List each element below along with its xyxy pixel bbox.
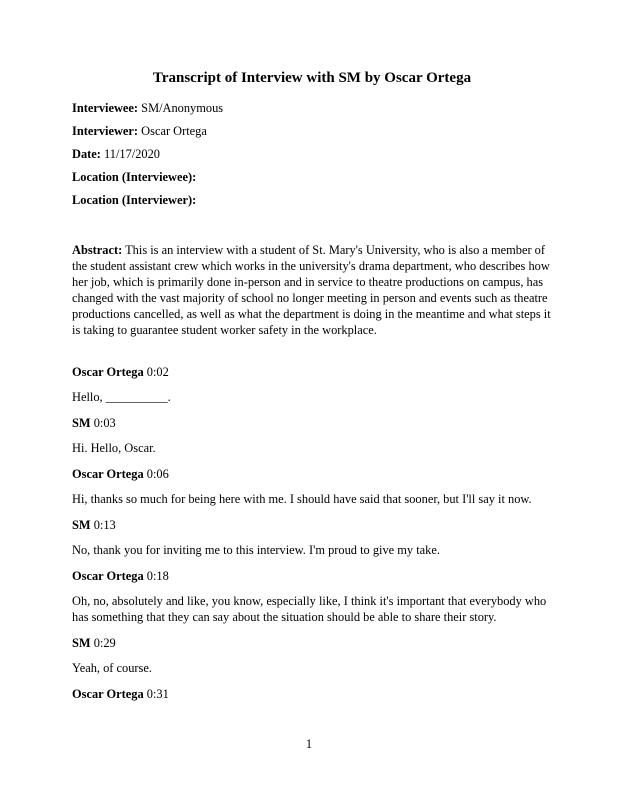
speaker-line <box>72 568 552 584</box>
metadata-line-location-interviewee <box>72 169 552 185</box>
abstract-label: Abstract: <box>72 243 123 257</box>
timestamp: 0:03 <box>93 416 116 430</box>
abstract-text: This is an interview with a student of St. Mary's University, who is also a member of the student assistant crew which works in the university's drama department, who describes how her job, which is primarily done in-person and in service to theatre productions on campus, has changed with the vast majority of school no longer meeting in person and events such as theatre productions cancelled, as well as what the department is doing in the meantime and what steps it is taking to guarantee student worker safety in the workplace. <box>72 243 551 337</box>
speaker-name: SM <box>72 636 91 650</box>
speaker-line <box>72 466 552 482</box>
metadata-value: 11/17/2020 <box>104 147 161 161</box>
speaker-line <box>72 686 552 702</box>
timestamp: 0:18 <box>146 569 169 583</box>
transcript-entry <box>72 635 552 676</box>
page-number: 1 <box>305 737 313 751</box>
metadata-label: Interviewee: <box>72 101 139 115</box>
metadata-line-date <box>72 146 552 162</box>
page-title: Transcript of Interview with SM by Oscar Ortega <box>152 70 472 86</box>
speaker-name: Oscar Ortega <box>72 467 144 481</box>
speech-text: Hi. Hello, Oscar. <box>72 441 156 455</box>
metadata-value: SM/Anonymous <box>141 101 224 115</box>
speaker-name: SM <box>72 518 91 532</box>
speaker-line <box>72 415 552 431</box>
speaker-line <box>72 635 552 651</box>
metadata-label: Location (Interviewee): <box>72 170 197 184</box>
speaker-name: SM <box>72 416 91 430</box>
timestamp: 0:06 <box>146 467 169 481</box>
timestamp: 0:31 <box>146 687 169 701</box>
metadata-line-interviewer <box>72 123 552 139</box>
metadata-label: Location (Interviewer): <box>72 193 197 207</box>
speech-text: No, thank you for inviting me to this interview. I'm proud to give my take. <box>72 543 440 557</box>
metadata-value: Oscar Ortega <box>141 124 207 138</box>
metadata-section <box>72 100 552 208</box>
transcript-entry <box>72 466 552 507</box>
speech-text: Yeah, of course. <box>72 661 152 675</box>
speech-text: Hi, thanks so much for being here with me. I should have said that sooner, but I'll say it now. <box>72 492 532 506</box>
timestamp: 0:02 <box>146 365 169 379</box>
speech-text: Hello, __________. <box>72 390 171 404</box>
speaker-name: Oscar Ortega <box>72 687 144 701</box>
transcript-entry <box>72 568 552 625</box>
metadata-line-interviewee <box>72 100 552 116</box>
transcript-entry <box>72 415 552 456</box>
metadata-label: Date: <box>72 147 101 161</box>
abstract <box>72 242 552 338</box>
timestamp: 0:29 <box>93 636 116 650</box>
speech-text: Oh, no, absolutely and like, you know, especially like, I think it's important that everybody who has something that they can say about the situation should be able to share their story. <box>72 594 547 624</box>
metadata-line-location-interviewer <box>72 192 552 208</box>
speaker-line <box>72 517 552 533</box>
metadata-label: Interviewer: <box>72 124 139 138</box>
transcript-entry <box>72 686 552 702</box>
timestamp: 0:13 <box>93 518 116 532</box>
speaker-name: Oscar Ortega <box>72 569 144 583</box>
transcript-entry <box>72 517 552 558</box>
transcript-entry <box>72 364 552 405</box>
speaker-name: Oscar Ortega <box>72 365 144 379</box>
transcript-section <box>72 364 552 702</box>
speaker-line <box>72 364 552 380</box>
